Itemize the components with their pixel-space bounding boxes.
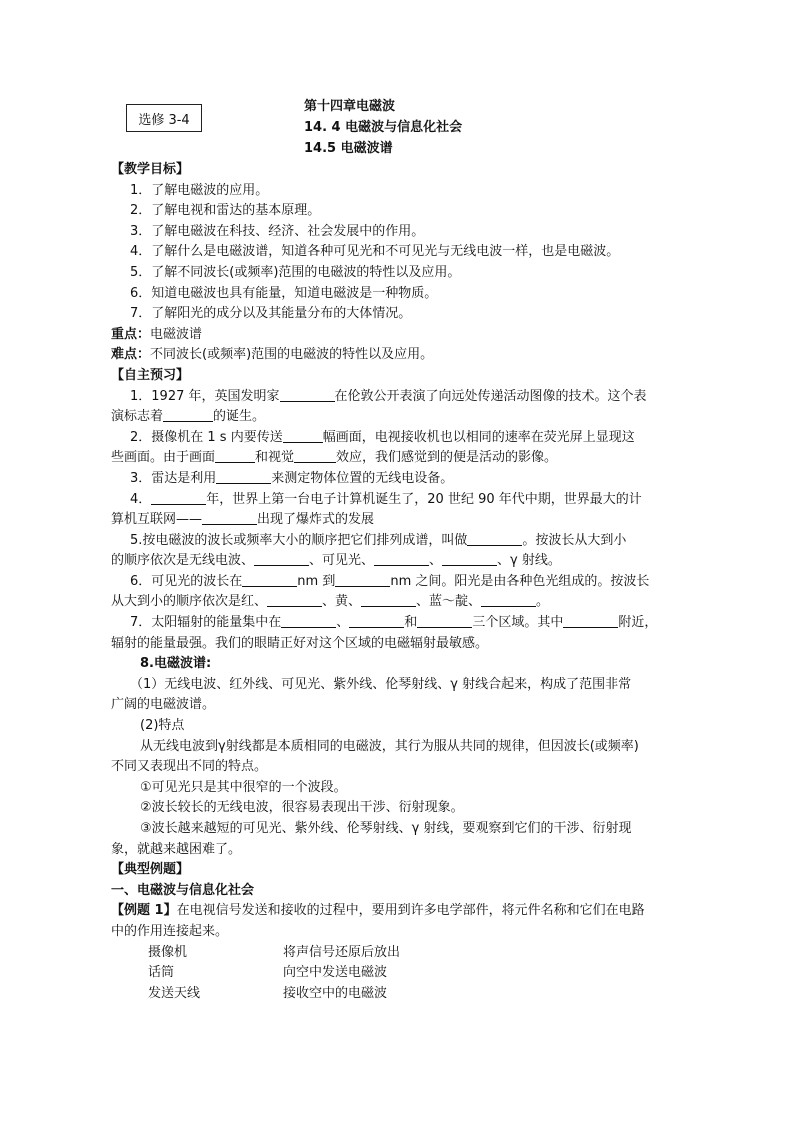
- question-5: 5.按电磁波的波长或频率大小的顺序把它们排列成谱，叫做 。按波长从大到小: [130, 532, 627, 548]
- objective-item: 3．了解电磁波在科技、经济、社会发展中的作用。: [130, 223, 425, 239]
- feature-item-cont: 象，就越来越困难了。: [111, 841, 242, 857]
- key-point-text: 电磁波谱: [150, 326, 203, 342]
- examples-subheading: 一、电磁波与信息化社会: [111, 882, 255, 898]
- difficulty-text: 不同波长(或频率)范围的电磁波的特性以及应用。: [150, 347, 434, 363]
- objective-item: 7．了解阳光的成分以及其能量分布的大体情况。: [130, 306, 412, 322]
- feature-item: ③波长越来越短的可见光、紫外线、伦琴射线、γ 射线，要观察到它们的干涉、衍射现: [140, 821, 632, 836]
- key-point: [111, 325, 683, 346]
- feature-item: ②波长较长的无线电波，很容易表现出干涉、衍射现象。: [140, 800, 464, 816]
- component-function: 接收空中的电磁波: [283, 985, 388, 1001]
- matching-row: [111, 984, 683, 1005]
- difficulty: [111, 345, 683, 366]
- question-4: 4． 年，世界上第一台电子计算机诞生了，20 世纪 90 年代中期，世界最大的计: [130, 491, 642, 507]
- answer-blank[interactable]: [481, 592, 536, 607]
- question-6: 6．可见光的波长在 nm 到 nm 之间。阳光是由各种色光组成的。按波长: [130, 573, 650, 589]
- question-2: 2．摄像机在 1 s 内要传送 幅画面，电视接收机也以相同的速率在荧光屏上显现这: [130, 429, 635, 445]
- answer-blank[interactable]: [242, 572, 297, 587]
- spectrum-feature-cont: 不同又表现出不同的特点。: [111, 759, 268, 775]
- answer-blank[interactable]: [361, 592, 416, 607]
- matching-row: [111, 963, 683, 984]
- spectrum-point-1-cont: 广阔的电磁波谱。: [111, 697, 216, 713]
- example-1: 【例题 1】在电视信号发送和接收的过程中，要用到许多电学部件，将元件名称和它们在电路: [111, 903, 645, 919]
- objective-item: 5．了解不同波长(或频率)范围的电磁波的特性以及应用。: [130, 264, 461, 280]
- answer-blank[interactable]: [294, 448, 336, 463]
- answer-blank[interactable]: [335, 572, 390, 587]
- answer-blank[interactable]: [151, 490, 206, 505]
- example-1-cont: 中的作用连接起来。: [111, 923, 229, 939]
- objective-item: 4．了解什么是电磁波谱，知道各种可见光和不可见光与无线电波一样，也是电磁波。: [130, 244, 620, 260]
- key-point-label: 重点：: [111, 326, 151, 342]
- answer-blank[interactable]: [163, 407, 213, 422]
- answer-blank[interactable]: [417, 613, 472, 628]
- question-4-cont: 算机互联网—— 出现了爆炸式的发展: [111, 512, 375, 528]
- answer-blank[interactable]: [563, 613, 618, 628]
- course-label: 选修 3-4: [138, 112, 190, 128]
- answer-blank[interactable]: [374, 551, 429, 566]
- question-1: 1．1927 年，英国发明家 在伦敦公开表演了向远处传递活动图像的技术。这个表: [130, 388, 647, 404]
- question-8-heading: 8.电磁波谱:: [140, 656, 212, 672]
- answer-blank[interactable]: [215, 448, 255, 463]
- component-name: 话筒: [148, 965, 175, 981]
- question-1-cont: 演标志着 的诞生。: [111, 409, 266, 425]
- chapter-heading: [304, 96, 462, 159]
- answer-blank[interactable]: [202, 510, 257, 525]
- spectrum-feature: 从无线电波到γ射线都是本质相同的电磁波，其行为服从共同的规律，但因波长(或频率): [140, 738, 639, 754]
- chapter-title: 第十四章电磁波: [304, 99, 396, 114]
- component-name: 发送天线: [148, 985, 201, 1001]
- component-function: 向空中发送电磁波: [283, 965, 388, 981]
- question-5-cont: 的顺序依次是无线电波、 、可见光、 、 、γ 射线。: [111, 553, 561, 569]
- matching-row: [111, 943, 683, 964]
- answer-blank[interactable]: [442, 551, 497, 566]
- question-6-cont: 从大到小的顺序依次是红、 、黄、 、蓝～靛、 。: [111, 594, 550, 610]
- matching-pairs: [111, 943, 683, 1005]
- objective-item: 1．了解电磁波的应用。: [130, 182, 269, 198]
- difficulty-label: 难点：: [111, 347, 151, 363]
- feature-item: ①可见光只是其中很窄的一个波段。: [140, 779, 347, 795]
- course-label-box: [126, 104, 202, 132]
- answer-blank[interactable]: [283, 428, 323, 443]
- question-7: 7．太阳辐射的能量集中在 、 和 三个区域。其中 附近，: [130, 615, 658, 631]
- question-3: 3．雷达是利用 来测定物体位置的无线电设备。: [130, 470, 454, 486]
- answer-blank[interactable]: [267, 592, 322, 607]
- examples-heading: 【典型例题】: [111, 862, 190, 878]
- answer-blank[interactable]: [349, 613, 404, 628]
- spectrum-point-1: （1）无线电波、红外线、可见光、紫外线、伦琴射线、γ 射线合起来，构成了范围非常: [130, 676, 632, 692]
- document-body: [111, 160, 683, 1004]
- component-function: 将声信号还原后放出: [283, 944, 401, 960]
- answer-blank[interactable]: [216, 469, 271, 484]
- preview-heading: 【自主预习】: [111, 367, 190, 383]
- spectrum-point-2: (2)特点: [140, 718, 185, 734]
- answer-blank[interactable]: [467, 531, 522, 546]
- example-1-label: 【例题 1】: [111, 903, 177, 919]
- answer-blank[interactable]: [280, 387, 335, 402]
- objective-item: 6．知道电磁波也具有能量，知道电磁波是一种物质。: [130, 285, 438, 301]
- objectives-heading: 【教学目标】: [111, 162, 190, 177]
- section-title-1: 14. 4 电磁波与信息化社会: [304, 120, 463, 135]
- component-name: 摄像机: [148, 944, 188, 960]
- answer-blank[interactable]: [254, 551, 309, 566]
- answer-blank[interactable]: [281, 613, 336, 628]
- question-2-cont: 些画面。由于画面 和视觉 效应，我们感觉到的便是活动的影像。: [111, 450, 558, 466]
- question-7-cont: 辐射的能量最强。我们的眼睛正好对这个区域的电磁辐射最敏感。: [111, 635, 489, 651]
- section-title-2: 14.5 电磁波谱: [304, 141, 393, 156]
- objective-item: 2．了解电视和雷达的基本原理。: [130, 203, 321, 219]
